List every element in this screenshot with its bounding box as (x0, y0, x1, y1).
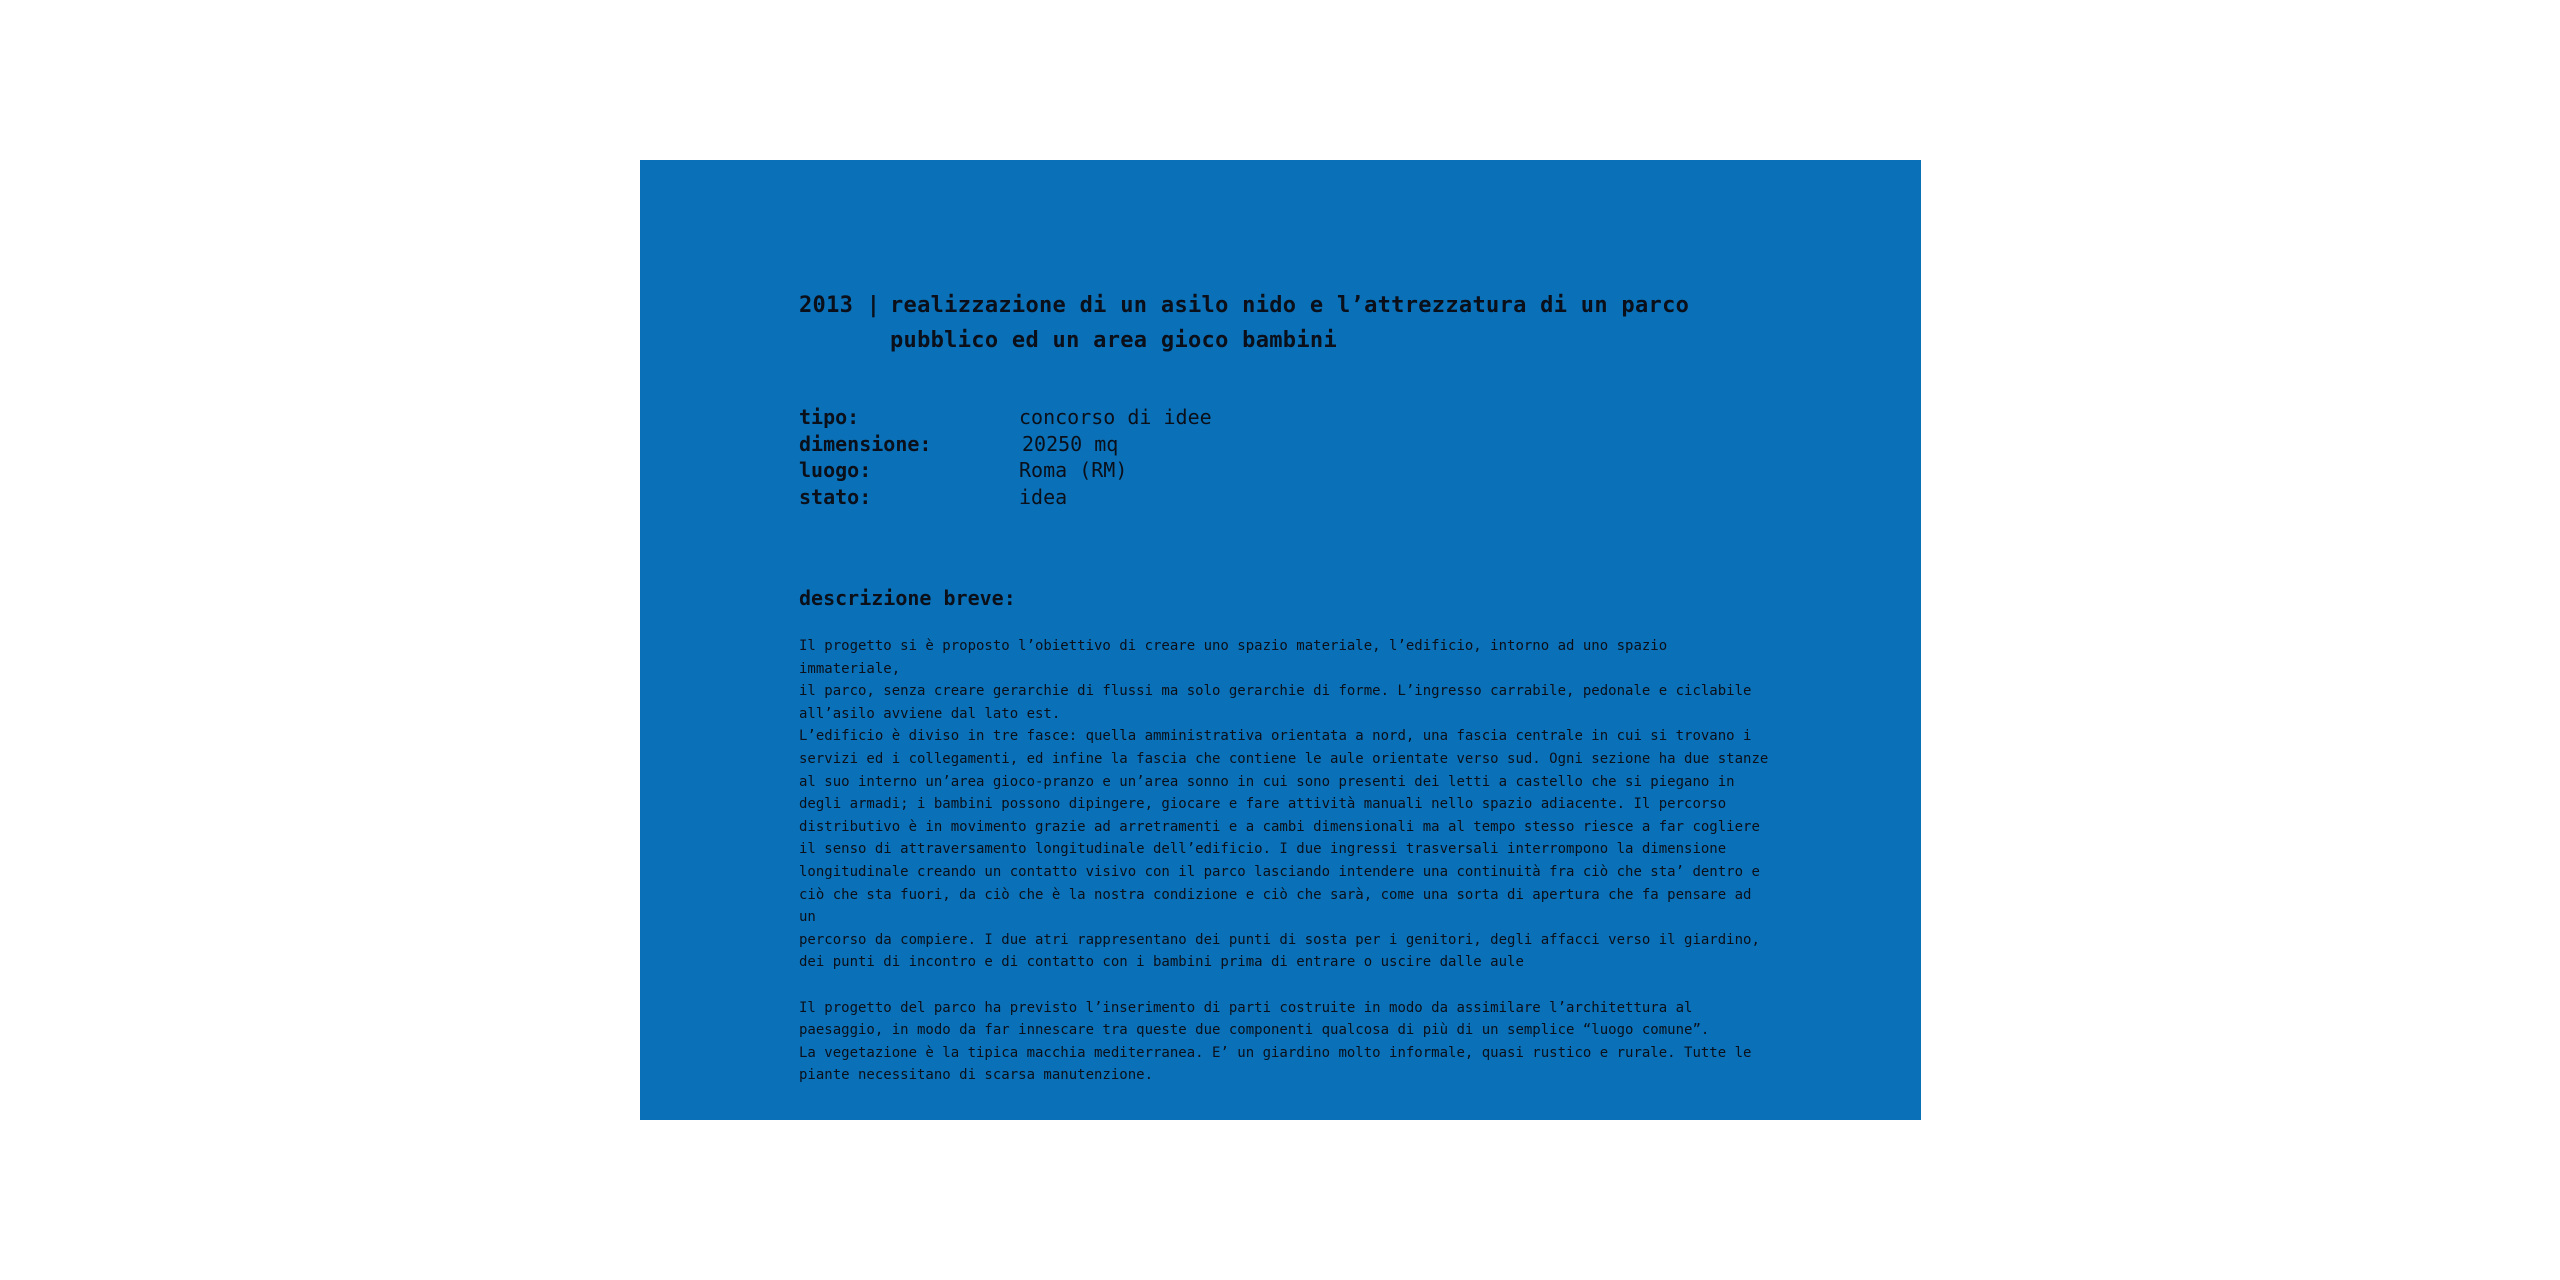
description-paragraph: Il progetto si è proposto l’obiettivo di creare uno spazio materiale, l’edificio, intorno ad uno spazio immateriale, il parco, senza creare gerarchie di flussi ma solo gerarchie di forme. L’ingresso carrabile, pedonale e ciclabile all’asilo avviene dal lato est. L’edificio è diviso in tre fasce: quella amministrativa orientata a nord, una fascia centrale in cui si trovano i servizi ed i collegamenti, ed infine la fascia che contiene le aule orientate verso sud. Ogni sezione ha due stanze al suo interno un’area gioco-pranzo e un’area sonno in cui sono presenti dei letti a castello che si piegano in degli armadi; i bambini possono dipingere, giocare e fare attività manuali nello spazio adiacente. Il percorso distributivo è in movimento grazie ad arretramenti e a cambi dimensionali ma al tempo stesso riesce a far cogliere il senso di attraversamento longitudinale dell’edificio. I due ingressi trasversali interrompono la dimensione longitudinale creando un contatto visivo con il parco lasciando intendere una continuità fra ciò che sta’ dentro e ciò che sta fuori, da ciò che è la nostra condizione e ciò che sarà, come una sorta di apertura che fa pensare ad un percorso da compiere. I due atri rappresentano dei punti di sosta per i genitori, degli affacci verso il giardino, dei punti di incontro e di contatto con i bambini prima di entrare o uscire dalle aule (799, 638, 1769, 971)
project-year: 2013 | (799, 293, 881, 318)
project-facts (799, 404, 1799, 510)
fact-value: 20250 mq (1022, 431, 1119, 456)
project-panel (640, 160, 1921, 1120)
fact-label: dimensione: (799, 431, 932, 456)
fact-value: idea (1019, 484, 1068, 509)
project-content (799, 288, 1799, 1087)
project-title (799, 288, 1799, 358)
fact-row-tipo (799, 404, 1799, 431)
project-title-text: realizzazione di un asilo nido e l’attrezzatura di un parco pubblico ed un area gioco bambini (890, 293, 1690, 353)
fact-value: concorso di idee (1019, 405, 1212, 429)
description-heading: descrizione breve: (799, 586, 1016, 610)
fact-label: luogo: (799, 458, 872, 482)
fact-value: Roma (RM) (1019, 458, 1128, 482)
fact-label: stato: (799, 484, 872, 509)
fact-row-stato (799, 484, 1799, 511)
fact-label: tipo: (799, 405, 860, 429)
fact-row-luogo (799, 457, 1799, 484)
description-body (799, 635, 1774, 1087)
fact-row-dimensione (799, 431, 1799, 458)
description-paragraph: Il progetto del parco ha previsto l’inserimento di parti costruite in modo da assimilare l’architettura al paesaggio, in modo da far innescare tra queste due componenti qualcosa di più di un semplice “luogo comune”. La vegetazione è la tipica macchia mediterranea. E’ un giardino molto informale, quasi rustico e rurale. Tutte le piante necessitano di scarsa manutenzione. (799, 999, 1752, 1084)
